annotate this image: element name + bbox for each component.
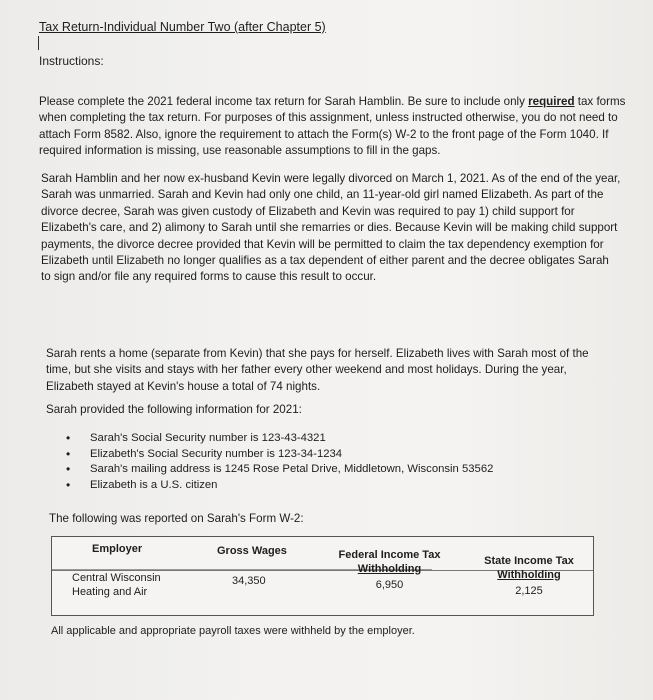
- header-state-withholding: [470, 555, 588, 582]
- header-state-line1: State Income Tax: [484, 555, 574, 567]
- paragraph-divorce: Sarah Hamblin and her now ex-husband Kevin were legally divorced on March 1, 2021. As of the end of the year, Sarah was unmarried. Sarah and Kevin had only one child, an 11-year-old girl named Elizabeth. As part of the divorce decree, Sarah was given custody of Elizabeth and Kevin was required to pay 1) child support for Elizabeth's care, and 2) alimony to Sarah until she remarries or dies. Because Kevin will be making child support payments, the divorce decree provided that Kevin will be permitted to claim the tax dependency exemption for Elizabeth until Elizabeth no longer qualifies as a tax dependent of either parent and the decree obligates Sarah to sign and/or file any required forms to cause this result to occur.: [41, 172, 621, 284]
- paragraph-overview-end: tax forms when completing the tax return. For purposes of this assignment, unless instructed otherwise, you do not need to attach Form 8582. Also, ignore the requirement to attach the Form(s) W-2 to the front page of the Form 1040. If required information is missing, use reasonable assumptions to fill in the gaps.: [39, 95, 626, 158]
- cell-gross-wages: 34,350: [232, 575, 266, 587]
- text-cursor: [38, 36, 39, 50]
- cell-employer: Central Wisconsin Heating and Air: [72, 572, 161, 598]
- header-gross-wages: Gross Wages: [217, 545, 287, 557]
- header-employer: Employer: [92, 543, 143, 555]
- header-state-line2: Withholding: [497, 568, 561, 581]
- page-title: Tax Return-Individual Number Two (after Chapter 5): [39, 20, 326, 34]
- paragraph-payroll-note: All applicable and appropriate payroll taxes were withheld by the employer.: [51, 625, 415, 637]
- instructions-label: Instructions:: [39, 54, 104, 68]
- cell-state-withholding: 2,125: [515, 585, 543, 597]
- required-emphasis: required: [528, 95, 575, 108]
- info-list: [66, 431, 493, 493]
- list-item: • Elizabeth's Social Security number is 123-34-1234: [66, 447, 493, 463]
- header-federal-line1: Federal Income Tax: [338, 549, 441, 561]
- w2-table: [51, 536, 594, 616]
- paragraph-info-intro: Sarah provided the following information for 2021:: [46, 403, 302, 416]
- paragraph-w2-intro: The following was reported on Sarah's Form W-2:: [49, 512, 304, 525]
- header-federal-line2: Withholding: [357, 562, 422, 575]
- paragraph-overview-start: Please complete the 2021 federal income tax return for Sarah Hamblin. Be sure to include only: [39, 95, 529, 108]
- list-item: • Elizabeth is a U.S. citizen: [66, 478, 493, 494]
- list-item: • Sarah's Social Security number is 123-43-4321: [66, 431, 493, 447]
- cell-federal-withholding: 6,950: [375, 579, 404, 591]
- paragraph-residence: Sarah rents a home (separate from Kevin) that she pays for herself. Elizabeth lives with Sarah most of the time, but she visits and stays with her father every other weekend and most holidays. During the year, Elizabeth stayed at Kevin's house a total of 74 nights.: [46, 347, 589, 393]
- header-federal-withholding: [332, 549, 447, 576]
- list-item: • Sarah's mailing address is 1245 Rose Petal Drive, Middletown, Wisconsin 53562: [66, 462, 493, 478]
- paragraph-overview: [39, 94, 629, 160]
